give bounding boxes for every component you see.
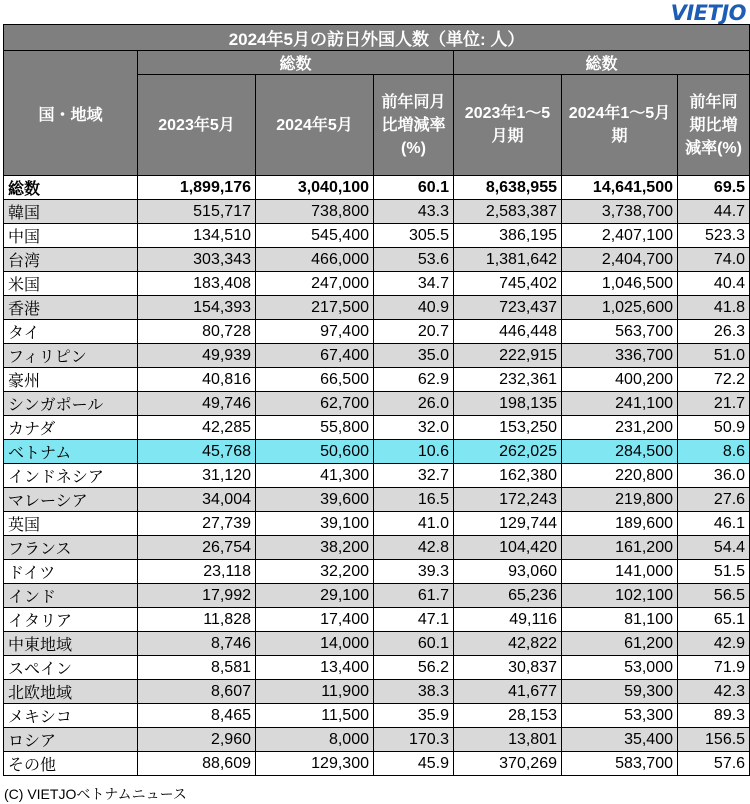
- region-name-cell: 総数: [4, 176, 138, 200]
- value-cell: 446,448: [454, 320, 562, 344]
- visitor-table: [3, 24, 750, 776]
- region-name-cell: ロシア: [4, 728, 138, 752]
- value-cell: 13,400: [256, 656, 374, 680]
- value-cell: 14,641,500: [562, 176, 678, 200]
- value-cell: 8,465: [138, 704, 256, 728]
- value-cell: 56.2: [374, 656, 454, 680]
- value-cell: 284,500: [562, 440, 678, 464]
- value-cell: 69.5: [678, 176, 750, 200]
- value-cell: 20.7: [374, 320, 454, 344]
- value-cell: 47.1: [374, 608, 454, 632]
- value-cell: 45,768: [138, 440, 256, 464]
- value-cell: 222,915: [454, 344, 562, 368]
- table-row: [4, 560, 750, 584]
- region-name-cell: 英国: [4, 512, 138, 536]
- value-cell: 53,000: [562, 656, 678, 680]
- value-cell: 32.0: [374, 416, 454, 440]
- value-cell: 53.6: [374, 248, 454, 272]
- value-cell: 34.7: [374, 272, 454, 296]
- value-cell: 189,600: [562, 512, 678, 536]
- value-cell: 247,000: [256, 272, 374, 296]
- value-cell: 161,200: [562, 536, 678, 560]
- value-cell: 60.1: [374, 176, 454, 200]
- value-cell: 2,407,100: [562, 224, 678, 248]
- value-cell: 2,960: [138, 728, 256, 752]
- table-row: [4, 464, 750, 488]
- value-cell: 72.2: [678, 368, 750, 392]
- table-row: [4, 440, 750, 464]
- value-cell: 219,800: [562, 488, 678, 512]
- value-cell: 65.1: [678, 608, 750, 632]
- region-name-cell: スペイン: [4, 656, 138, 680]
- value-cell: 141,000: [562, 560, 678, 584]
- value-cell: 35,400: [562, 728, 678, 752]
- col-header-period-change: 前年同期比増減率(%): [678, 75, 750, 176]
- region-name-cell: タイ: [4, 320, 138, 344]
- table-row: [4, 368, 750, 392]
- table-row: [4, 296, 750, 320]
- value-cell: 738,800: [256, 200, 374, 224]
- value-cell: 3,040,100: [256, 176, 374, 200]
- value-cell: 241,100: [562, 392, 678, 416]
- value-cell: 156.5: [678, 728, 750, 752]
- value-cell: 81,100: [562, 608, 678, 632]
- value-cell: 42.8: [374, 536, 454, 560]
- value-cell: 71.9: [678, 656, 750, 680]
- region-name-cell: 豪州: [4, 368, 138, 392]
- value-cell: 102,100: [562, 584, 678, 608]
- value-cell: 55,800: [256, 416, 374, 440]
- value-cell: 303,343: [138, 248, 256, 272]
- value-cell: 231,200: [562, 416, 678, 440]
- value-cell: 583,700: [562, 752, 678, 776]
- value-cell: 40.9: [374, 296, 454, 320]
- region-name-cell: マレーシア: [4, 488, 138, 512]
- region-name-cell: 中国: [4, 224, 138, 248]
- value-cell: 97,400: [256, 320, 374, 344]
- value-cell: 523.3: [678, 224, 750, 248]
- value-cell: 1,025,600: [562, 296, 678, 320]
- table-row: [4, 752, 750, 776]
- region-name-cell: その他: [4, 752, 138, 776]
- table-row: [4, 272, 750, 296]
- value-cell: 1,046,500: [562, 272, 678, 296]
- value-cell: 8,581: [138, 656, 256, 680]
- value-cell: 61.7: [374, 584, 454, 608]
- value-cell: 26,754: [138, 536, 256, 560]
- value-cell: 8.6: [678, 440, 750, 464]
- value-cell: 386,195: [454, 224, 562, 248]
- table-row: [4, 488, 750, 512]
- region-name-cell: カナダ: [4, 416, 138, 440]
- value-cell: 49,746: [138, 392, 256, 416]
- value-cell: 56.5: [678, 584, 750, 608]
- table-row: [4, 416, 750, 440]
- monthly-group-header: 総数: [138, 51, 454, 75]
- value-cell: 39.3: [374, 560, 454, 584]
- value-cell: 11,828: [138, 608, 256, 632]
- value-cell: 26.0: [374, 392, 454, 416]
- value-cell: 545,400: [256, 224, 374, 248]
- value-cell: 49,116: [454, 608, 562, 632]
- value-cell: 61,200: [562, 632, 678, 656]
- value-cell: 62,700: [256, 392, 374, 416]
- value-cell: 59,300: [562, 680, 678, 704]
- value-cell: 26.3: [678, 320, 750, 344]
- col-header-2024-jan-may: 2024年1～5月期: [562, 75, 678, 176]
- region-name-cell: シンガポール: [4, 392, 138, 416]
- value-cell: 515,717: [138, 200, 256, 224]
- region-name-cell: インドネシア: [4, 464, 138, 488]
- value-cell: 66,500: [256, 368, 374, 392]
- value-cell: 17,992: [138, 584, 256, 608]
- table-row: [4, 344, 750, 368]
- region-name-cell: メキシコ: [4, 704, 138, 728]
- value-cell: 80,728: [138, 320, 256, 344]
- value-cell: 563,700: [562, 320, 678, 344]
- region-name-cell: ドイツ: [4, 560, 138, 584]
- region-header: 国・地域: [4, 51, 138, 176]
- region-name-cell: 韓国: [4, 200, 138, 224]
- value-cell: 2,583,387: [454, 200, 562, 224]
- value-cell: 35.0: [374, 344, 454, 368]
- table-row: [4, 656, 750, 680]
- value-cell: 53,300: [562, 704, 678, 728]
- value-cell: 54.4: [678, 536, 750, 560]
- region-name-cell: ベトナム: [4, 440, 138, 464]
- value-cell: 3,738,700: [562, 200, 678, 224]
- value-cell: 38,200: [256, 536, 374, 560]
- value-cell: 60.1: [374, 632, 454, 656]
- value-cell: 154,393: [138, 296, 256, 320]
- table-row: [4, 728, 750, 752]
- value-cell: 49,939: [138, 344, 256, 368]
- table-row: [4, 584, 750, 608]
- table-row: [4, 680, 750, 704]
- value-cell: 42,285: [138, 416, 256, 440]
- value-cell: 16.5: [374, 488, 454, 512]
- col-header-2023-may: 2023年5月: [138, 75, 256, 176]
- value-cell: 42,822: [454, 632, 562, 656]
- value-cell: 723,437: [454, 296, 562, 320]
- value-cell: 51.0: [678, 344, 750, 368]
- region-name-cell: フィリピン: [4, 344, 138, 368]
- value-cell: 21.7: [678, 392, 750, 416]
- value-cell: 40.4: [678, 272, 750, 296]
- cumulative-group-header: 総数: [454, 51, 750, 75]
- value-cell: 74.0: [678, 248, 750, 272]
- table-title: 2024年5月の訪日外国人数（単位: 人）: [4, 25, 750, 51]
- value-cell: 41.0: [374, 512, 454, 536]
- value-cell: 183,408: [138, 272, 256, 296]
- value-cell: 36.0: [678, 464, 750, 488]
- region-name-cell: 米国: [4, 272, 138, 296]
- table-row: [4, 248, 750, 272]
- value-cell: 44.7: [678, 200, 750, 224]
- value-cell: 8,000: [256, 728, 374, 752]
- value-cell: 42.9: [678, 632, 750, 656]
- value-cell: 466,000: [256, 248, 374, 272]
- value-cell: 14,000: [256, 632, 374, 656]
- value-cell: 31,120: [138, 464, 256, 488]
- value-cell: 745,402: [454, 272, 562, 296]
- value-cell: 27.6: [678, 488, 750, 512]
- value-cell: 93,060: [454, 560, 562, 584]
- value-cell: 51.5: [678, 560, 750, 584]
- table-row: [4, 200, 750, 224]
- region-name-cell: 香港: [4, 296, 138, 320]
- value-cell: 45.9: [374, 752, 454, 776]
- table-row: [4, 608, 750, 632]
- table-body: [4, 176, 750, 776]
- value-cell: 13,801: [454, 728, 562, 752]
- value-cell: 88,609: [138, 752, 256, 776]
- value-cell: 198,135: [454, 392, 562, 416]
- vietjo-logo: VIETJO: [670, 1, 746, 25]
- value-cell: 46.1: [678, 512, 750, 536]
- region-name-cell: 北欧地域: [4, 680, 138, 704]
- value-cell: 38.3: [374, 680, 454, 704]
- value-cell: 134,510: [138, 224, 256, 248]
- value-cell: 2,404,700: [562, 248, 678, 272]
- value-cell: 262,025: [454, 440, 562, 464]
- value-cell: 28,153: [454, 704, 562, 728]
- table-row: [4, 536, 750, 560]
- value-cell: 17,400: [256, 608, 374, 632]
- value-cell: 1,899,176: [138, 176, 256, 200]
- value-cell: 89.3: [678, 704, 750, 728]
- value-cell: 41,300: [256, 464, 374, 488]
- table-row: [4, 632, 750, 656]
- value-cell: 153,250: [454, 416, 562, 440]
- value-cell: 400,200: [562, 368, 678, 392]
- value-cell: 35.9: [374, 704, 454, 728]
- value-cell: 305.5: [374, 224, 454, 248]
- region-name-cell: 台湾: [4, 248, 138, 272]
- value-cell: 42.3: [678, 680, 750, 704]
- value-cell: 41.8: [678, 296, 750, 320]
- value-cell: 43.3: [374, 200, 454, 224]
- value-cell: 232,361: [454, 368, 562, 392]
- value-cell: 8,607: [138, 680, 256, 704]
- value-cell: 40,816: [138, 368, 256, 392]
- value-cell: 370,269: [454, 752, 562, 776]
- col-header-monthly-change: 前年同月比増減率(%): [374, 75, 454, 176]
- region-name-cell: 中東地域: [4, 632, 138, 656]
- value-cell: 170.3: [374, 728, 454, 752]
- table-row: [4, 176, 750, 200]
- value-cell: 8,746: [138, 632, 256, 656]
- value-cell: 336,700: [562, 344, 678, 368]
- value-cell: 39,100: [256, 512, 374, 536]
- value-cell: 162,380: [454, 464, 562, 488]
- value-cell: 10.6: [374, 440, 454, 464]
- value-cell: 32.7: [374, 464, 454, 488]
- table-row: [4, 704, 750, 728]
- value-cell: 30,837: [454, 656, 562, 680]
- value-cell: 129,300: [256, 752, 374, 776]
- value-cell: 41,677: [454, 680, 562, 704]
- value-cell: 129,744: [454, 512, 562, 536]
- col-header-2024-may: 2024年5月: [256, 75, 374, 176]
- value-cell: 217,500: [256, 296, 374, 320]
- value-cell: 104,420: [454, 536, 562, 560]
- value-cell: 27,739: [138, 512, 256, 536]
- copyright-footer: (C) VIETJOベトナムニュース: [4, 786, 187, 802]
- value-cell: 57.6: [678, 752, 750, 776]
- value-cell: 50,600: [256, 440, 374, 464]
- table-row: [4, 320, 750, 344]
- table-row: [4, 224, 750, 248]
- value-cell: 62.9: [374, 368, 454, 392]
- value-cell: 67,400: [256, 344, 374, 368]
- table-row: [4, 392, 750, 416]
- value-cell: 11,900: [256, 680, 374, 704]
- value-cell: 29,100: [256, 584, 374, 608]
- value-cell: 11,500: [256, 704, 374, 728]
- region-name-cell: インド: [4, 584, 138, 608]
- value-cell: 65,236: [454, 584, 562, 608]
- value-cell: 8,638,955: [454, 176, 562, 200]
- value-cell: 50.9: [678, 416, 750, 440]
- value-cell: 172,243: [454, 488, 562, 512]
- value-cell: 220,800: [562, 464, 678, 488]
- col-header-2023-jan-may: 2023年1～5月期: [454, 75, 562, 176]
- table-row: [4, 512, 750, 536]
- region-name-cell: イタリア: [4, 608, 138, 632]
- value-cell: 34,004: [138, 488, 256, 512]
- value-cell: 32,200: [256, 560, 374, 584]
- value-cell: 23,118: [138, 560, 256, 584]
- value-cell: 1,381,642: [454, 248, 562, 272]
- value-cell: 39,600: [256, 488, 374, 512]
- region-name-cell: フランス: [4, 536, 138, 560]
